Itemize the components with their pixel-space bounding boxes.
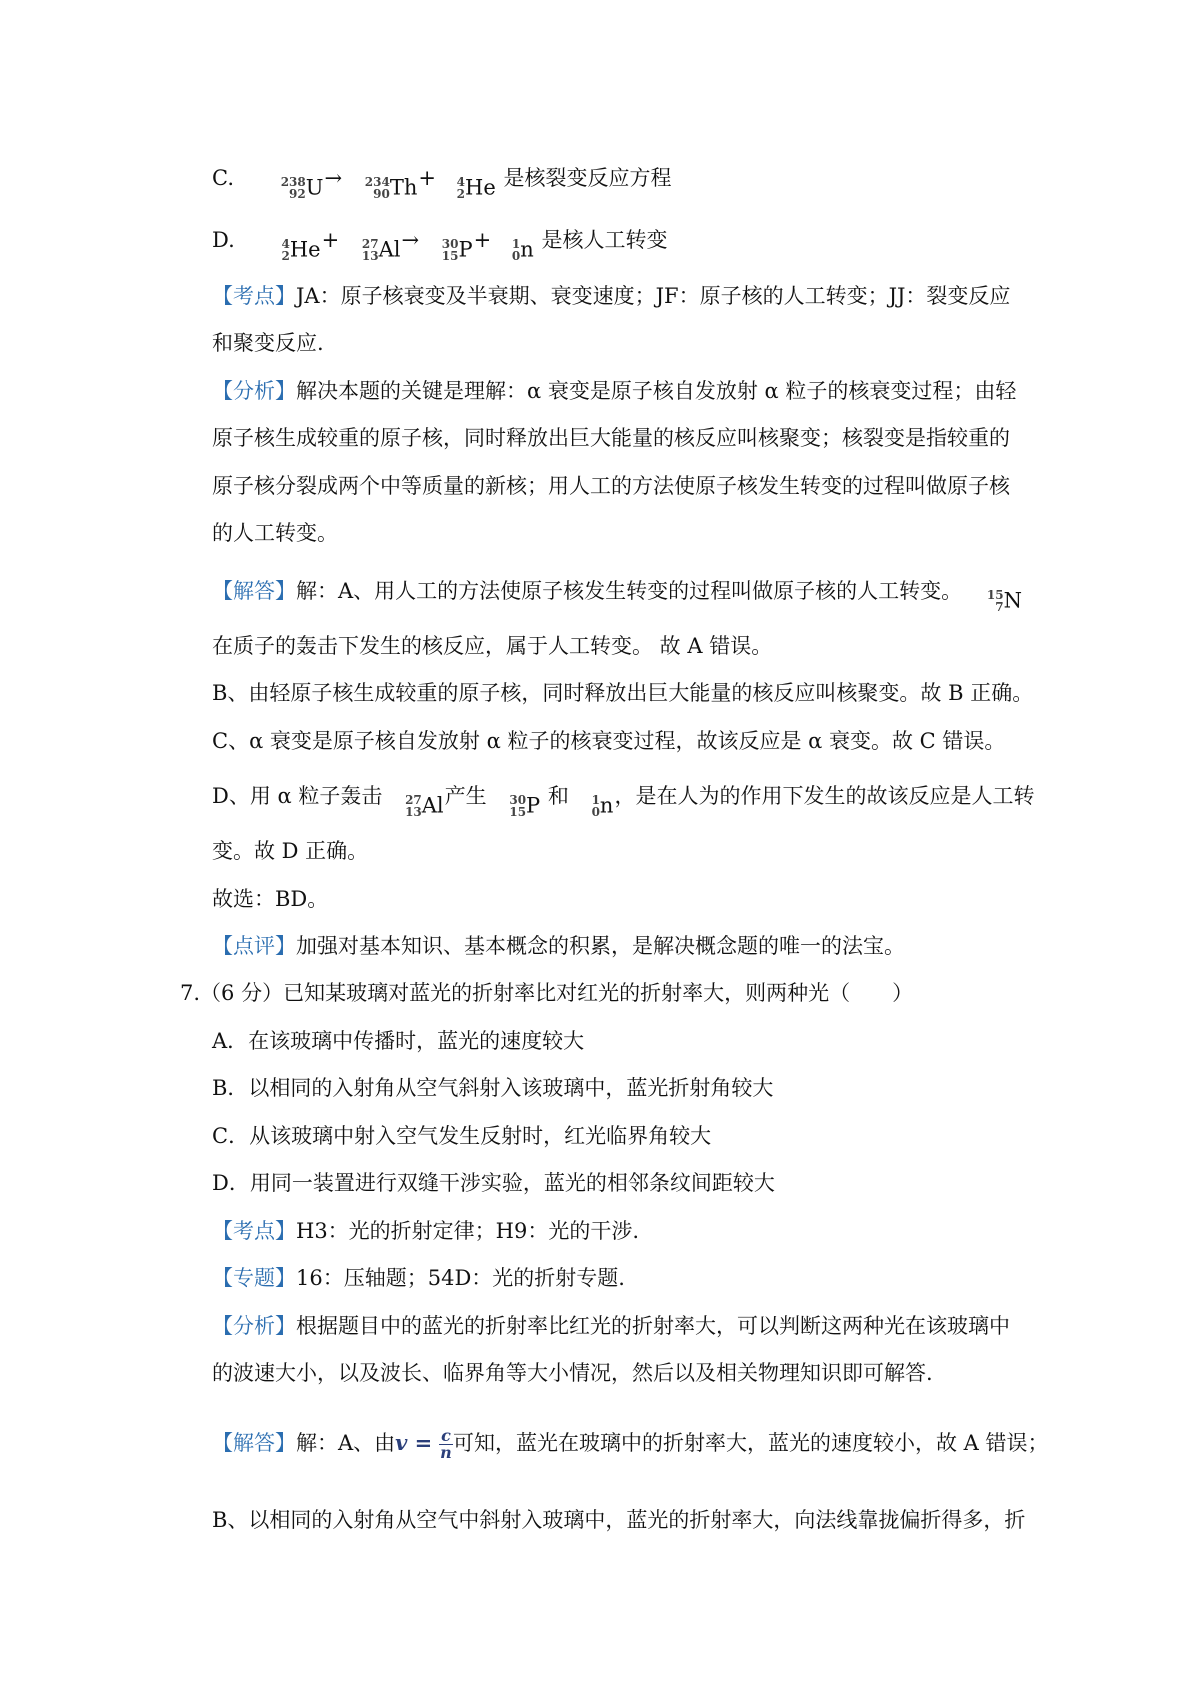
q7-fenxi-line1: 【分析】根据题目中的蓝光的折射率比红光的折射率大，可以判断这两种光在该玻璃中 <box>212 1314 1010 1338</box>
q6-fenxi-line3: 原子核分裂成两个中等质量的新核；用人工的方法使原子核发生转变的过程叫做原子核 <box>212 474 1010 498</box>
option-text: 是核人工转变 <box>541 228 668 252</box>
nuclide-uranium: 238 92 U <box>280 174 324 201</box>
q6-answer: 故选：BD。 <box>212 887 329 911</box>
kaodian-tag: 【考点】 <box>212 284 296 308</box>
q6-dianping: 【点评】加强对基本知识、基本概念的积累，是解决概念题的唯一的法宝。 <box>212 934 905 958</box>
q6-kaodian-line2: 和聚变反应. <box>212 331 324 355</box>
nuclide-aluminum: 27 13 Al <box>361 236 401 263</box>
q6-jieda-line2: 在质子的轰击下发生的核反应，属于人工转变。 故 A 错误。 <box>212 634 773 658</box>
q7-stem: 7.（6 分）已知某玻璃对蓝光的折射率比对红光的折射率大，则两种光（ ） <box>180 981 914 1005</box>
nuclide-neutron: 1 0 n <box>591 792 614 819</box>
option-label: D. <box>212 228 235 252</box>
kaodian-tag: 【考点】 <box>212 1219 296 1243</box>
q6-fenxi-line2: 原子核生成较重的原子核，同时释放出巨大能量的核反应叫核聚变；核裂变是指较重的 <box>212 426 1010 450</box>
q6-fenxi-line1: 【分析】解决本题的关键是理解：α 衰变是原子核自发放射 α 粒子的核衰变过程；由轻 <box>212 379 1017 403</box>
plus: + <box>321 228 340 252</box>
q6-jieda-line3: B、由轻原子核生成较重的原子核，同时释放出巨大能量的核反应叫核聚变。故 B 正确。 <box>212 681 1034 705</box>
nuclide-phosphorus: 30 15 P <box>441 236 473 263</box>
q6-jieda-line1: 【解答】解：A、用人工的方法使原子核发生转变的过程叫做原子核的人工转变。 15 7 N <box>212 579 1022 614</box>
nuclide-aluminum: 27 13 Al <box>405 792 444 819</box>
option-label: C. <box>212 166 234 190</box>
dianping-tag: 【点评】 <box>212 934 296 958</box>
nuclide-neutron: 1 0 n <box>511 236 534 263</box>
option-text: 是核裂变反应方程 <box>503 166 672 190</box>
formula-fraction: $\frac{c}{n}$ <box>440 1426 452 1462</box>
jieda-tag: 【解答】 <box>212 1431 296 1455</box>
plus: + <box>418 166 436 190</box>
q7-fenxi-line2: 的波速大小，以及波长、临界角等大小情况，然后以及相关物理知识即可解答. <box>212 1361 933 1385</box>
nuclide-helium: 4 2 He <box>281 236 321 263</box>
q7-option-c: C．从该玻璃中射入空气发生反射时，红光临界角较大 <box>212 1124 712 1148</box>
q7-kaodian: 【考点】H3：光的折射定律；H9：光的干涉. <box>212 1219 640 1243</box>
nuclide-helium: 4 2 He <box>456 174 496 201</box>
q6-kaodian-line1: 【考点】JA：原子核衰变及半衰期、衰变速度；JF：原子核的人工转变；JJ：裂变反应 <box>212 284 1011 308</box>
plus: + <box>473 228 492 252</box>
option-c <box>212 163 671 203</box>
q6-fenxi-line4: 的人工转变。 <box>212 521 338 545</box>
arrow: → <box>324 166 343 190</box>
q6-jieda-line5: D、用 α 粒子轰击 27 13 Al产生 30 15 P 和 1 0 n，是在人为的作用下发生的故该反应是人工转 <box>212 784 1035 819</box>
formula-v: v = <box>395 1430 433 1455</box>
q7-option-a: A．在该玻璃中传播时，蓝光的速度较大 <box>212 1029 585 1053</box>
q6-jieda-line4: C、α 衰变是原子核自发放射 α 粒子的核衰变过程，故该反应是 α 衰变。故 C 错误。 <box>212 729 1006 753</box>
q6-jieda-line6: 变。故 D 正确。 <box>212 839 369 863</box>
jieda-tag: 【解答】 <box>212 579 296 603</box>
nuclide-thorium: 234 90 Th <box>364 174 418 201</box>
q7-option-d: D．用同一装置进行双缝干涉实验，蓝光的相邻条纹间距较大 <box>212 1171 775 1195</box>
q7-jieda-line2: B、以相同的入射角从空气中斜射入玻璃中，蓝光的折射率大，向法线靠拢偏折得多，折 <box>212 1508 1026 1532</box>
zhuanti-tag: 【专题】 <box>212 1266 296 1290</box>
option-d <box>212 225 667 265</box>
arrow: → <box>401 228 420 252</box>
nuclide-phosphorus: 30 15 P <box>509 792 541 819</box>
fenxi-tag: 【分析】 <box>212 1314 296 1338</box>
q7-jieda-line1: 【解答】解：A、由v = $\frac{c}{n}$ 可知，蓝光在玻璃中的折射率大，蓝光的速度较小，故 A 错误； <box>212 1426 1049 1462</box>
fenxi-tag: 【分析】 <box>212 379 296 403</box>
q7-option-b: B．以相同的入射角从空气斜射入该玻璃中，蓝光折射角较大 <box>212 1076 774 1100</box>
nuclide-nitrogen: 15 7 N <box>986 587 1022 614</box>
q7-zhuanti: 【专题】16：压轴题；54D：光的折射专题. <box>212 1266 625 1290</box>
